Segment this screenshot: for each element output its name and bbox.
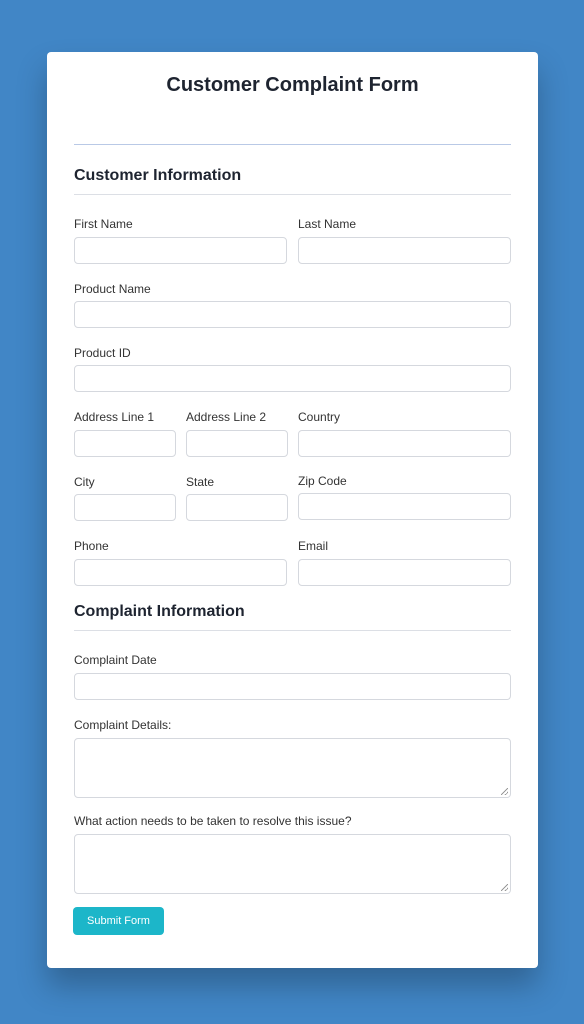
complaint-section-title: Complaint Information xyxy=(74,603,245,620)
city-input[interactable] xyxy=(74,494,176,521)
complaint-details-textarea[interactable] xyxy=(74,738,511,798)
address2-input[interactable] xyxy=(186,430,288,457)
product-name-input[interactable] xyxy=(74,301,511,328)
city-label: City xyxy=(74,475,95,489)
product-id-label: Product ID xyxy=(74,346,131,360)
resize-handle-icon[interactable] xyxy=(501,788,508,795)
address1-input[interactable] xyxy=(74,430,176,457)
email-label: Email xyxy=(298,539,329,553)
complaint-details-label: Complaint Details: xyxy=(74,718,172,732)
state-input[interactable] xyxy=(186,494,288,521)
first-name-label: First Name xyxy=(74,217,133,231)
phone-label: Phone xyxy=(74,539,109,553)
product-name-label: Product Name xyxy=(74,282,151,296)
customer-section-title: Customer Information xyxy=(74,167,242,184)
address1-label: Address Line 1 xyxy=(74,410,155,424)
resolution-action-label: What action needs to be taken to resolve this issue? xyxy=(74,814,352,828)
last-name-input[interactable] xyxy=(298,237,511,264)
complaint-date-label: Complaint Date xyxy=(74,653,157,667)
last-name-label: Last Name xyxy=(298,217,357,231)
zip-code-label: Zip Code xyxy=(298,474,347,488)
zip-code-input[interactable] xyxy=(298,493,511,520)
complaint-date-input[interactable] xyxy=(74,673,511,700)
first-name-input[interactable] xyxy=(74,237,287,264)
resize-handle-icon[interactable] xyxy=(501,884,508,891)
complaint-form-card xyxy=(47,52,538,968)
form-title: Customer Complaint Form xyxy=(166,74,419,96)
email-input[interactable] xyxy=(298,559,511,586)
resolution-action-textarea[interactable] xyxy=(74,834,511,894)
phone-input[interactable] xyxy=(74,559,287,586)
submit-form-button[interactable]: Submit Form xyxy=(73,907,164,935)
title-divider xyxy=(74,144,511,145)
country-input[interactable] xyxy=(298,430,511,457)
country-label: Country xyxy=(298,410,341,424)
state-label: State xyxy=(186,475,215,489)
complaint-section-divider xyxy=(74,630,511,631)
customer-section-divider xyxy=(74,194,511,195)
address2-label: Address Line 2 xyxy=(186,410,267,424)
product-id-input[interactable] xyxy=(74,365,511,392)
